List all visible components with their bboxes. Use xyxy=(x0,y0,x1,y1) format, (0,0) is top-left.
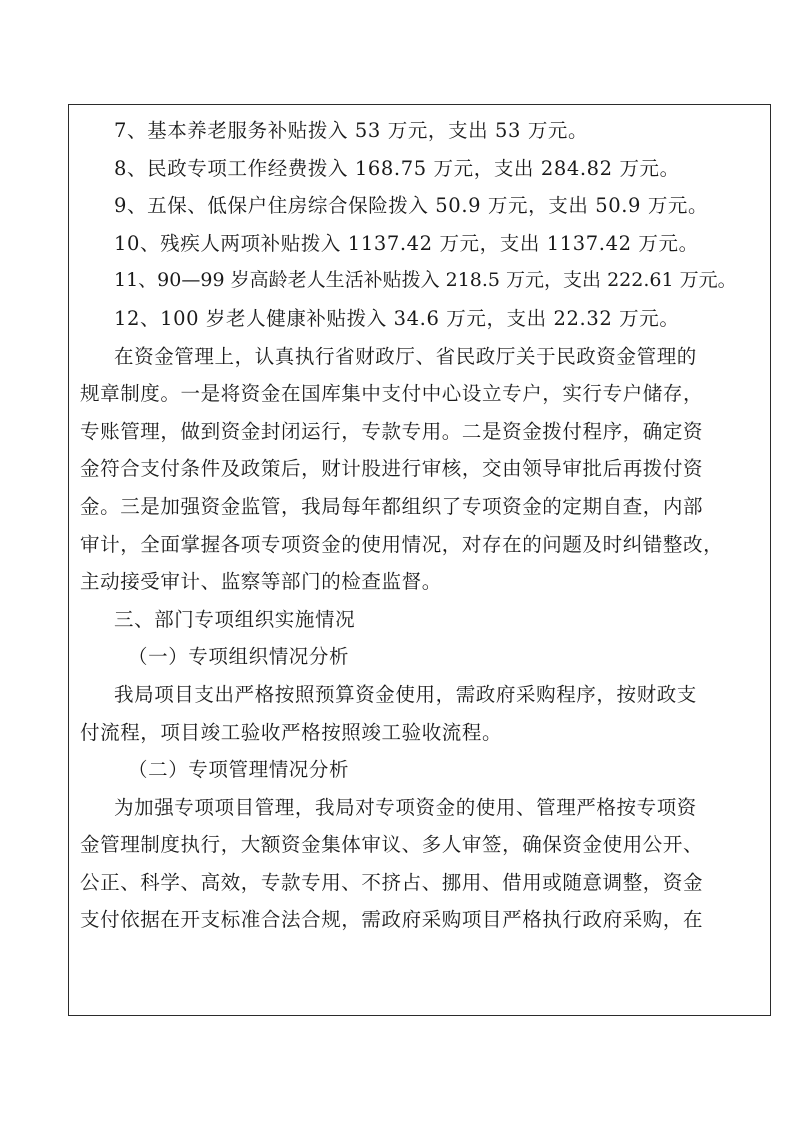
paragraph-organization-line-2: 付流程，项目竣工验收严格按照竣工验收流程。 xyxy=(80,720,503,744)
document-body xyxy=(80,112,762,939)
paragraph-fund-management-line-7: 主动接受审计、监察等部门的检查监督。 xyxy=(80,570,442,594)
paragraph-organization-line-1: 我局项目支出严格按照预算资金使用，需政府采购程序，按财政支 xyxy=(114,682,697,706)
item-11-line: 11、90—99 岁高龄老人生活补贴拨入 218.5 万元，支出 222.61 万元。 xyxy=(114,269,737,292)
paragraph-fund-management-line-6: 审计，全面掌握各项专项资金的使用情况，对存在的问题及时纠错整改， xyxy=(80,532,724,556)
paragraph-fund-management-line-4: 金符合支付条件及政策后，财计股进行审核，交由领导审批后再拨付资 xyxy=(80,457,704,481)
item-9-line: 9、五保、低保户住房综合保险拨入 50.9 万元，支出 50.9 万元。 xyxy=(114,194,709,218)
item-7-line: 7、基本养老服务补贴拨入 53 万元，支出 53 万元。 xyxy=(114,119,589,142)
subsection-heading-2: （二）专项管理情况分析 xyxy=(128,758,350,782)
paragraph-fund-management-line-5: 金。三是加强资金监管，我局每年都组织了专项资金的定期自查，内部 xyxy=(80,494,704,518)
section-heading-3: 三、部门专项组织实施情况 xyxy=(114,607,356,631)
paragraph-management-line-2: 金管理制度执行，大额资金集体审议、多人审签，确保资金使用公开、 xyxy=(80,833,704,857)
paragraph-fund-management-line-2: 规章制度。一是将资金在国库集中支付中心设立专户，实行专户储存， xyxy=(80,382,704,406)
paragraph-management-line-1: 为加强专项项目管理，我局对专项资金的使用、管理严格按专项资 xyxy=(114,795,697,819)
subsection-heading-1: （一）专项组织情况分析 xyxy=(128,645,350,669)
paragraph-fund-management-line-3: 专账管理，做到资金封闭运行，专款专用。二是资金拨付程序，确定资 xyxy=(80,419,704,443)
paragraph-fund-management-line-1: 在资金管理上，认真执行省财政厅、省民政厅关于民政资金管理的 xyxy=(114,344,697,368)
paragraph-management-line-4: 支付依据在开支标准合法合规，需政府采购项目严格执行政府采购，在 xyxy=(80,908,704,932)
item-10-line: 10、残疾人两项补贴拨入 1137.42 万元，支出 1137.42 万元。 xyxy=(114,231,699,255)
paragraph-management-line-3: 公正、科学、高效，专款专用、不挤占、挪用、借用或随意调整，资金 xyxy=(80,870,704,894)
item-8-line: 8、民政专项工作经费拨入 168.75 万元，支出 284.82 万元。 xyxy=(114,156,680,180)
item-12-line: 12、100 岁老人健康补贴拨入 34.6 万元，支出 22.32 万元。 xyxy=(114,306,680,330)
